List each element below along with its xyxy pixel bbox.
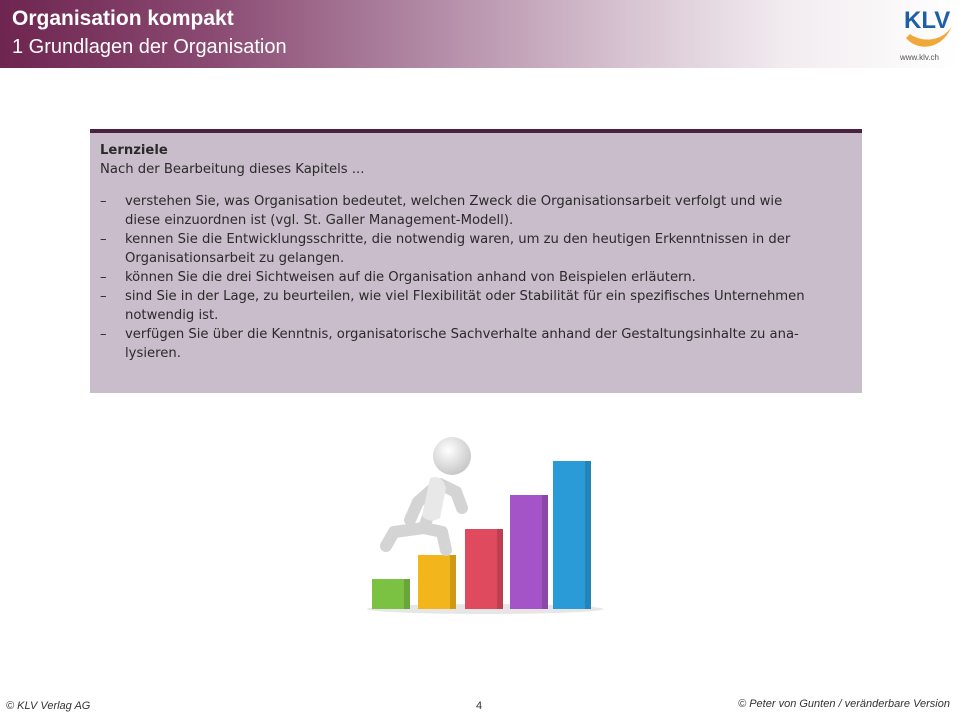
dash-bullet: – <box>100 289 107 304</box>
step-bar-shade <box>497 529 503 609</box>
logo-url: www.klv.ch <box>900 53 939 62</box>
learning-goal-line: lysieren. <box>125 346 181 361</box>
learning-goal-line: verstehen Sie, was Organisation bedeutet, welchen Zweck die Organisationsarbeit verfolgt und wie <box>125 194 783 209</box>
learning-goal-line: sind Sie in der Lage, zu beurteilen, wie viel Flexibilität oder Stabilität für ein spezifisches Unternehmen <box>125 289 805 304</box>
dash-bullet: – <box>100 270 107 285</box>
learning-goal-item <box>100 192 852 230</box>
dash-bullet: – <box>100 232 107 247</box>
learning-goal-item <box>100 268 852 287</box>
climbing-figure-illustration <box>360 428 610 618</box>
dash-bullet: – <box>100 327 107 342</box>
learning-goal-item <box>100 230 852 268</box>
learning-goal-line: verfügen Sie über die Kenntnis, organisatorische Sachverhalte anhand der Gestaltungsinhalte zu ana- <box>125 327 799 342</box>
learning-goal-line: kennen Sie die Entwicklungsschritte, die notwendig waren, um zu den heutigen Erkenntnissen in der <box>125 232 791 247</box>
footer-author: © Peter von Gunten / veränderbare Version <box>738 698 950 710</box>
step-bar-shade <box>404 579 410 609</box>
slide-title: Organisation kompakt <box>12 7 234 30</box>
step-bar-shade <box>542 495 548 609</box>
learning-goal-line: Organisationsarbeit zu gelangen. <box>125 251 345 266</box>
slide-header <box>0 0 960 68</box>
klv-logo-icon <box>898 2 954 52</box>
klv-logo <box>898 2 954 52</box>
learning-goal-line: diese einzuordnen ist (vgl. St. Galler Management-Modell). <box>125 213 514 228</box>
dash-bullet: – <box>100 194 107 209</box>
learning-goal-line: können Sie die drei Sichtweisen auf die Organisation anhand von Beispielen erläutern. <box>125 270 696 285</box>
learning-goals-heading: Lernziele <box>100 143 168 158</box>
learning-goals-intro: Nach der Bearbeitung dieses Kapitels ... <box>100 162 365 177</box>
slide-subtitle: 1 Grundlagen der Organisation <box>12 36 287 58</box>
learning-goals-box <box>90 129 862 393</box>
learning-goals-list <box>100 192 852 363</box>
step-bar-shade <box>450 555 456 609</box>
step-bar-shade <box>585 461 591 609</box>
stairs-figure-icon <box>360 428 610 618</box>
learning-goal-item <box>100 325 852 363</box>
klv-logo-text: KLV <box>904 7 951 34</box>
learning-goal-line: notwendig ist. <box>125 308 219 323</box>
footer-copyright: © KLV Verlag AG <box>6 700 91 712</box>
learning-goal-item <box>100 287 852 325</box>
page-number: 4 <box>476 700 483 712</box>
